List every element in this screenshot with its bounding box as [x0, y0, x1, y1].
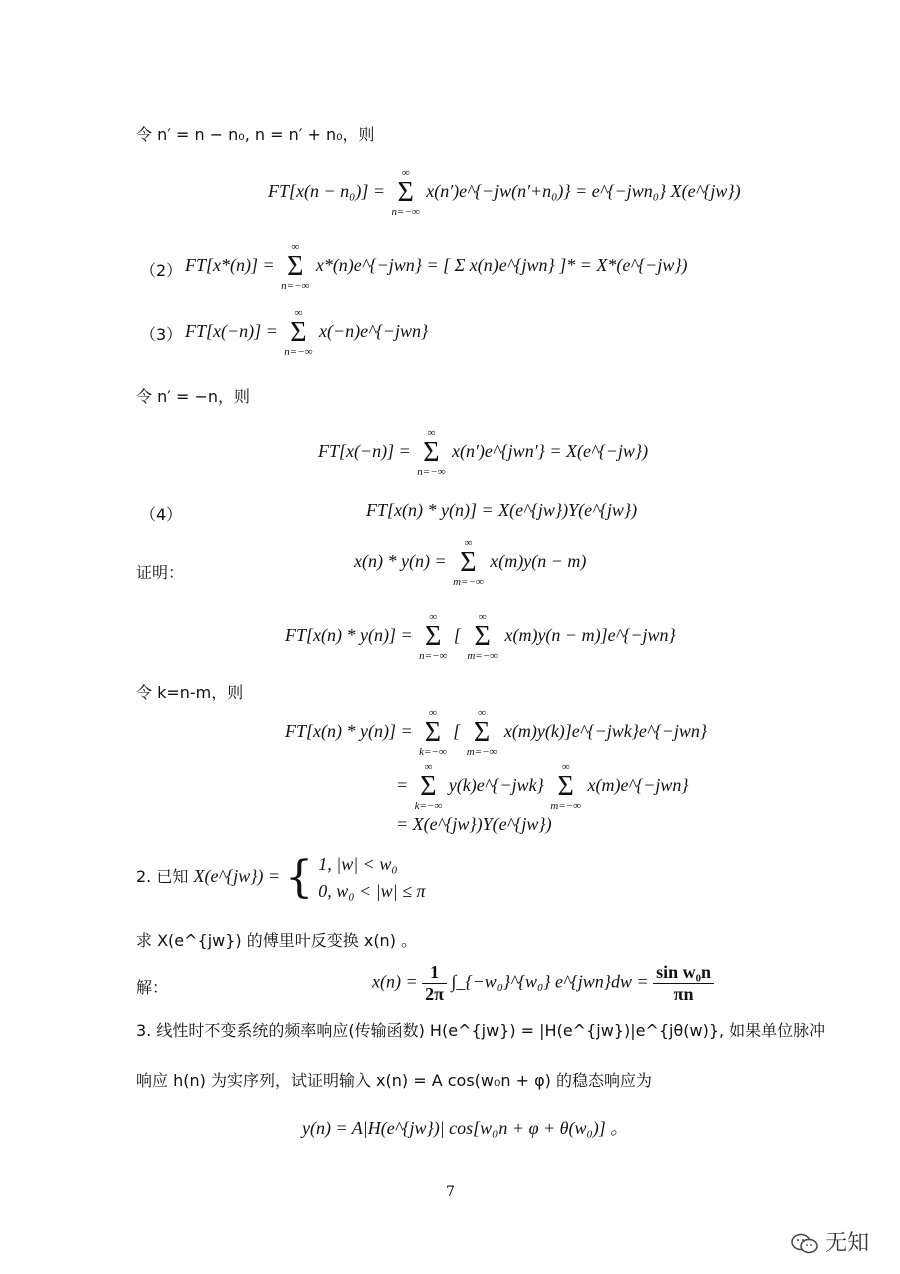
summation-k: ∞ Σ k=−∞ [414, 761, 443, 812]
summation-n: ∞ Σ n=−∞ [391, 167, 420, 218]
summation-m: ∞ Σ m=−∞ [453, 537, 484, 588]
q2-case-1: 1, |w| < w₀ [318, 853, 398, 874]
summation-n: ∞ Σ n=−∞ [281, 241, 310, 292]
question-2-ask: 求 X(e^{jw}) 的傅里叶反变换 x(n) 。 [136, 931, 418, 950]
solution-label: 解： [136, 978, 169, 997]
eq7-lhs: FT[x(n) * y(n)] = [285, 625, 418, 646]
solution-equation [372, 962, 714, 1005]
summation-n: ∞ Σ n=−∞ [417, 427, 446, 478]
eq3-lhs: FT[x(−n)] = [185, 321, 283, 342]
text-let-n-negative: 令 n′ = −n，则 [136, 387, 250, 406]
equation-ft-substitution: FT[x(n) * y(n)] = ∞ Σ k=−∞ [ ∞ Σ m=−∞ x(m)y(k)]e^{−jwk}e^{−jwn} [285, 707, 708, 758]
q2-lhs: X(e^{jw}) = [193, 866, 281, 886]
equation-reversal-result [318, 428, 648, 478]
item-3-label: （3） [140, 325, 183, 344]
item-4-label: （4） [140, 505, 183, 524]
eq1-lhs: FT[x(n − n₀)] = [268, 181, 390, 202]
summation-n: ∞ Σ n=−∞ [284, 307, 313, 358]
summation-k: ∞ Σ k=−∞ [419, 707, 447, 758]
eq8a-lhs: FT[x(n) * y(n)] = [285, 721, 418, 742]
proof-label: 证明： [136, 563, 185, 582]
summation-m: ∞ Σ m=−∞ [466, 707, 498, 758]
eq2-rhs: x*(n)e^{−jwn} = [ Σ x(n)e^{jwn} ]* = X*(e^{−jw}) [315, 255, 688, 276]
question-3-steady-state: y(n) = A|H(e^{jw})| cos[w₀n + φ + θ(w₀)] 。 [302, 1118, 629, 1138]
eq6-rhs: x(m)y(n − m) [490, 551, 587, 572]
equation-time-shift [268, 168, 741, 218]
fraction-one-over-two-pi: $\frac{1}{2\pi}$ [422, 962, 447, 1005]
eq8a-rhs: x(m)y(k)]e^{−jwk}e^{−jwn} [503, 721, 708, 742]
eq2-lhs: FT[x*(n)] = [185, 255, 280, 276]
sol-lhs: x(n) = [372, 971, 423, 992]
equation-separated-sums: = ∞ Σ k=−∞ y(k)e^{−jwk} ∞ Σ m=−∞ x(m)e^{−jwn} [396, 761, 689, 812]
summation-m: ∞ Σ m=−∞ [467, 611, 498, 662]
eq8b-rhs: y(k)e^{−jwk} [448, 775, 544, 796]
wechat-logo-icon [790, 1232, 820, 1260]
equation-time-reversal [185, 308, 428, 358]
eq6-lhs: x(n) * y(n) = [354, 551, 452, 572]
equation-ft-convolution: FT[x(n) * y(n)] = ∞ Σ n=−∞ [ ∞ Σ m=−∞ x(m)y(n − m)]e^{−jwn} [285, 611, 676, 662]
eq1-rhs: x(n′)e^{−jw(n′+n₀)} = e^{−jwn₀} X(e^{jw}) [426, 181, 741, 202]
summation-m: ∞ Σ m=−∞ [550, 761, 581, 812]
brace-icon: { [285, 852, 314, 903]
equation-conjugate [185, 242, 688, 292]
eq8b-rhs2: x(m)e^{−jwn} [587, 775, 689, 796]
item-2-label: （2） [140, 261, 183, 280]
question-3-line-1: 3. 线性时不变系统的频率响应(传输函数) H(e^{jw}) = |H(e^{jw})|e^{jθ(w)}, 如果单位脉冲 [136, 1021, 826, 1040]
eq7-rhs: x(m)y(n − m)]e^{−jwn} [504, 625, 676, 646]
equation-convolution-def [354, 538, 586, 588]
eq3-rhs: x(−n)e^{−jwn} [318, 321, 429, 342]
watermark [790, 1226, 869, 1260]
sol-mid: ∫_{−w₀}^{w₀} e^{jwn}dw = [451, 971, 654, 992]
summation-n: ∞ Σ n=−∞ [419, 611, 448, 662]
fraction-sinc: $\frac{\text{sin w₀n}}{\pi n}$ [653, 962, 714, 1005]
equation-product-result: = X(e^{jw})Y(e^{jw}) [396, 814, 552, 834]
text-let-k: 令 k=n-m，则 [136, 683, 244, 702]
text-let-n-prime: 令 n′ = n − n₀, n = n′ + n₀，则 [136, 125, 375, 144]
q2-case-2: 0, w₀ < |w| ≤ π [318, 880, 426, 901]
question-2 [136, 852, 425, 903]
eq4-lhs: FT[x(−n)] = [318, 441, 416, 462]
page-number: 7 [446, 1184, 455, 1200]
equation-convolution-theorem: FT[x(n) * y(n)] = X(e^{jw})Y(e^{jw}) [366, 500, 638, 520]
q2-label: 2. 已知 [136, 867, 189, 886]
question-3-line-2: 响应 h(n) 为实序列，试证明输入 x(n) = A cos(w₀n + φ) 的稳态响应为 [136, 1071, 652, 1090]
eq4-rhs: x(n′)e^{jwn′} = X(e^{−jw}) [451, 441, 649, 462]
watermark-text: 无知 [825, 1231, 870, 1256]
